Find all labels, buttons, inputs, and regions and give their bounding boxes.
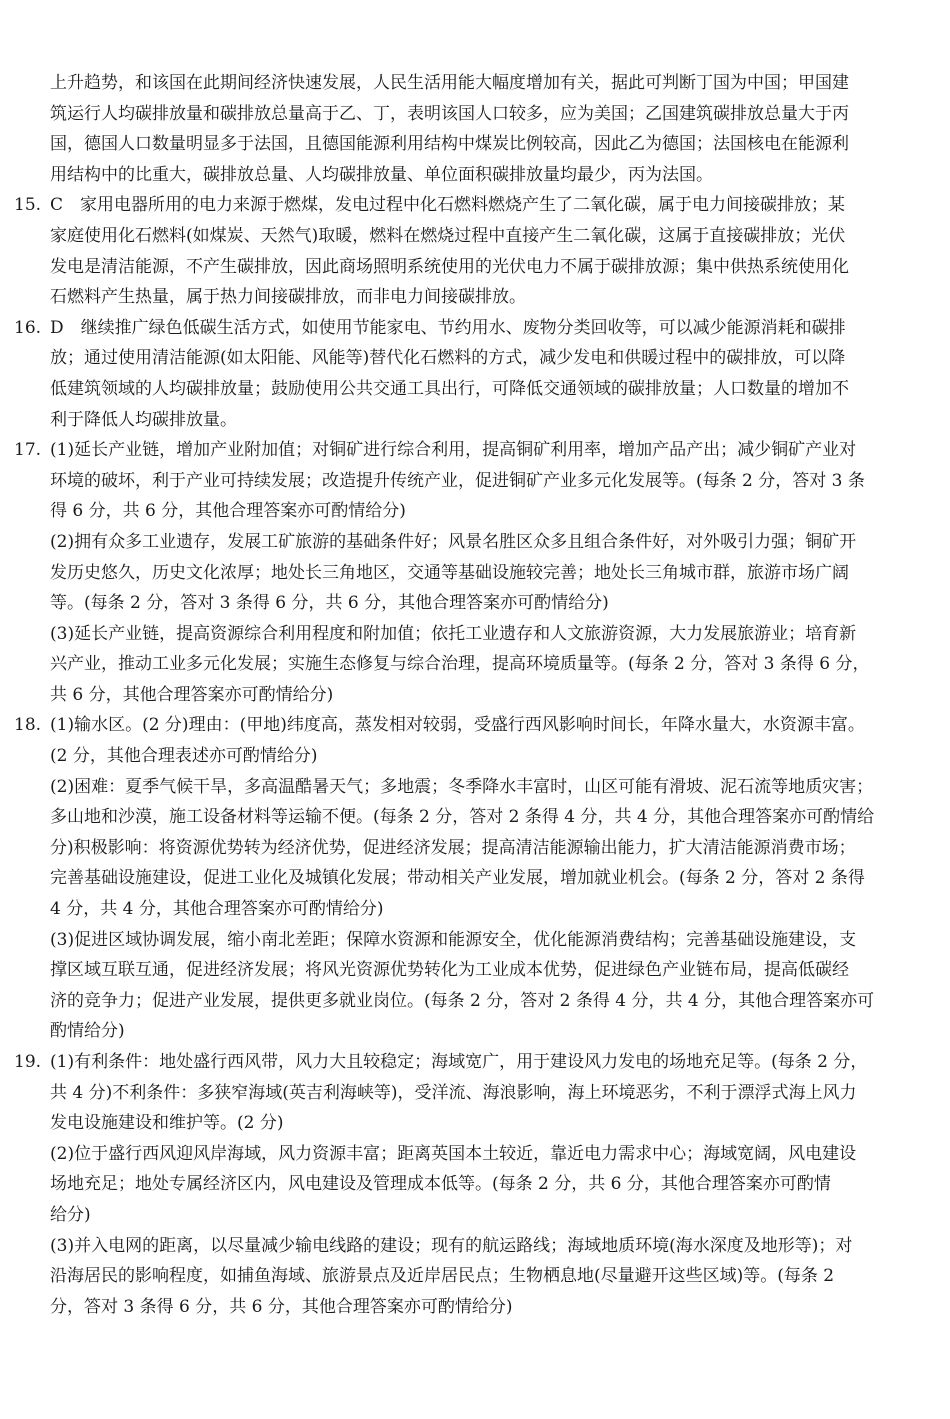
text-line — [0, 680, 950, 711]
text-line — [0, 925, 950, 956]
text-line — [0, 863, 950, 894]
text-line — [0, 741, 950, 772]
text-line — [0, 252, 950, 283]
line-text: 用结构中的比重大，碳排放总量、人均碳排放量、单位面积碳排放量均最少，丙为法国。 — [50, 164, 713, 185]
line-text: 兴产业，推动工业多元化发展；实施生态修复与综合治理，提高环境质量等。(每条 2 分，答对 3 条得 6 分， — [50, 654, 870, 675]
text-line — [0, 1047, 950, 1078]
line-text: 上升趋势，和该国在此期间经济快速发展，人民生活用能大幅度增加有关，据此可判断丁国为中国；甲国建 — [50, 73, 849, 93]
line-text: 分)积极影响：将资源优势转为经济优势，促进经济发展；提高清洁能源输出能力，扩大清洁能源消费市场； — [50, 837, 856, 858]
text-line — [0, 1200, 950, 1231]
question-number: 19. — [14, 1052, 42, 1072]
text-line — [0, 1139, 950, 1170]
text-line — [0, 313, 950, 344]
text-line — [0, 802, 950, 833]
line-text: (3)延长产业链，提高资源综合利用程度和附加值；依托工业遗存和人文旅游资源，大力发展旅游业；培育新 — [50, 623, 857, 644]
line-text: 完善基础设施建设，促进工业化及城镇化发展；带动相关产业发展，增加就业机会。(每条 2 分，答对 2 条得 — [50, 868, 865, 889]
line-text: 4 分，共 4 分，其他合理答案亦可酌情给分) — [50, 899, 384, 920]
text-line — [0, 221, 950, 252]
question-number: 16. — [14, 317, 42, 338]
line-text: 放；通过使用清洁能源(如太阳能、风能等)替代化石燃料的方式，减少发电和供暖过程中的碳排放，可以降 — [50, 348, 846, 369]
text-line — [0, 955, 950, 986]
text-line — [0, 772, 950, 803]
line-text: (2)位于盛行西风迎风岸海域，风力资源丰富；距离英国本土较近，靠近电力需求中心；海域宽阔，风电建设 — [50, 1143, 857, 1164]
text-line — [0, 343, 950, 374]
text-line — [0, 190, 950, 221]
text-line — [0, 527, 950, 558]
line-text: 撑区域互联互通，促进经济发展；将风光资源优势转化为工业成本优势，促进绿色产业链布局，提高低碳经 — [50, 960, 849, 981]
text-line — [0, 405, 950, 436]
line-text: 发电是清洁能源，不产生碳排放，因此商场照明系统使用的光伏电力不属于碳排放源；集中供热系统使用化 — [50, 256, 849, 277]
line-text: 国，德国人口数量明显多于法国，且德国能源利用结构中煤炭比例较高，因此乙为德国；法国核电在能源利 — [50, 134, 849, 155]
line-text: (1)输水区。(2 分)理由：(甲地)纬度高，蒸发相对较弱，受盛行西风影响时间长，年降水量大，水资源丰富。 — [50, 715, 865, 736]
question-number: 15. — [14, 195, 42, 216]
text-line — [0, 1078, 950, 1109]
answer-page — [0, 68, 950, 1322]
text-line — [0, 466, 950, 497]
text-line — [0, 99, 950, 130]
line-text: 济的竞争力；促进产业发展，提供更多就业岗位。(每条 2 分，答对 2 条得 4 分，共 4 分，其他合理答案亦可 — [50, 990, 875, 1011]
line-text: 等。(每条 2 分，答对 3 条得 6 分，共 6 分，其他合理答案亦可酌情给分) — [50, 593, 609, 614]
line-text: 低建筑领域的人均碳排放量；鼓励使用公共交通工具出行，可降低交通领域的碳排放量；人口数量的增加不 — [50, 378, 849, 399]
line-text: 得 6 分，共 6 分，其他合理答案亦可酌情给分) — [50, 501, 406, 522]
text-line — [0, 710, 950, 741]
line-text: 分，答对 3 条得 6 分，共 6 分，其他合理答案亦可酌情给分) — [50, 1296, 513, 1317]
line-text: 多山地和沙漠，施工设备材料等运输不便。(每条 2 分，答对 2 条得 4 分，共 4 分，其他合理答案亦可酌情给 — [50, 807, 875, 828]
line-text: (2 分，其他合理表述亦可酌情给分) — [50, 746, 318, 767]
line-text: 酌情给分) — [50, 1021, 125, 1042]
text-line — [0, 496, 950, 527]
text-line — [0, 282, 950, 313]
text-line — [0, 1016, 950, 1047]
line-text: (1)延长产业链，增加产业附加值；对铜矿进行综合利用，提高铜矿利用率，增加产品产出；减少铜矿产业对 — [50, 440, 857, 461]
line-text: (3)并入电网的距离，以尽量减少输电线路的建设；现有的航运路线；海域地质环境(海水深度及地形等)；对 — [50, 1235, 853, 1256]
line-text: 筑运行人均碳排放量和碳排放总量高于乙、丁，表明该国人口较多，应为美国；乙国建筑碳排放总量大于丙 — [50, 103, 849, 124]
line-text: 沿海居民的影响程度，如捕鱼海域、旅游景点及近岸居民点；生物栖息地(尽量避开这些区域)等。(每条 2 — [50, 1266, 835, 1287]
line-text: 共 6 分，其他合理答案亦可酌情给分) — [50, 684, 334, 705]
line-text: 利于降低人均碳排放量。 — [50, 409, 237, 430]
text-line — [0, 833, 950, 864]
line-text: (2)困难：夏季气候干旱，多高温酷暑天气；多地震；冬季降水丰富时，山区可能有滑坡、泥石流等地质灾害； — [50, 776, 874, 797]
text-line — [0, 1108, 950, 1139]
line-text: 场地充足；地处专属经济区内，风电建设及管理成本低等。(每条 2 分，共 6 分，其他合理答案亦可酌情 — [50, 1174, 831, 1195]
text-line — [0, 986, 950, 1017]
text-line — [0, 649, 950, 680]
line-text: 发历史悠久，历史文化浓厚；地处长三角地区，交通等基础设施较完善；地处长三角城市群，旅游市场广阔 — [50, 562, 849, 583]
line-text: 给分) — [50, 1204, 91, 1225]
line-text: 发电设施建设和维护等。(2 分) — [50, 1113, 284, 1134]
text-line — [0, 1169, 950, 1200]
question-number: 18. — [14, 715, 42, 736]
text-line — [0, 1231, 950, 1262]
text-line — [0, 129, 950, 160]
line-text: 共 4 分)不利条件：多狭窄海域(英吉利海峡等)，受洋流、海浪影响，海上环境恶劣，不利于漂浮式海上风力 — [50, 1082, 857, 1103]
line-text: D 继续推广绿色低碳生活方式，如使用节能家电、节约用水、废物分类回收等，可以减少能源消耗和碳排 — [50, 317, 846, 338]
text-line — [0, 374, 950, 405]
line-text: (3)促进区域协调发展，缩小南北差距；保障水资源和能源安全，优化能源消费结构；完善基础设施建设，支 — [50, 929, 857, 950]
text-line — [0, 435, 950, 466]
line-text: 环境的破坏，利于产业可持续发展；改造提升传统产业，促进铜矿产业多元化发展等。(每条 2 分，答对 3 条 — [50, 470, 865, 491]
text-line — [0, 1292, 950, 1323]
text-line — [0, 894, 950, 925]
line-text: (2)拥有众多工业遗存，发展工矿旅游的基础条件好；风景名胜区众多且组合条件好，对外吸引力强；铜矿开 — [50, 531, 857, 552]
line-text: 石燃料产生热量，属于热力间接碳排放，而非电力间接碳排放。 — [50, 287, 526, 308]
text-line — [0, 619, 950, 650]
line-text: 家庭使用化石燃料(如煤炭、天然气)取暖，燃料在燃烧过程中直接产生二氧化碳，这属于直接碳排放；光伏 — [50, 225, 846, 246]
text-line — [0, 160, 950, 191]
text-line — [0, 588, 950, 619]
text-line — [0, 68, 950, 99]
text-line — [0, 1261, 950, 1292]
text-line — [0, 558, 950, 589]
question-number: 17. — [14, 440, 42, 461]
line-text: (1)有利条件：地处盛行西风带，风力大且较稳定；海域宽广，用于建设风力发电的场地充足等。(每条 2 分， — [50, 1052, 868, 1072]
line-text: C 家用电器所用的电力来源于燃煤，发电过程中化石燃料燃烧产生了二氧化碳，属于电力间接碳排放；某 — [50, 195, 846, 216]
